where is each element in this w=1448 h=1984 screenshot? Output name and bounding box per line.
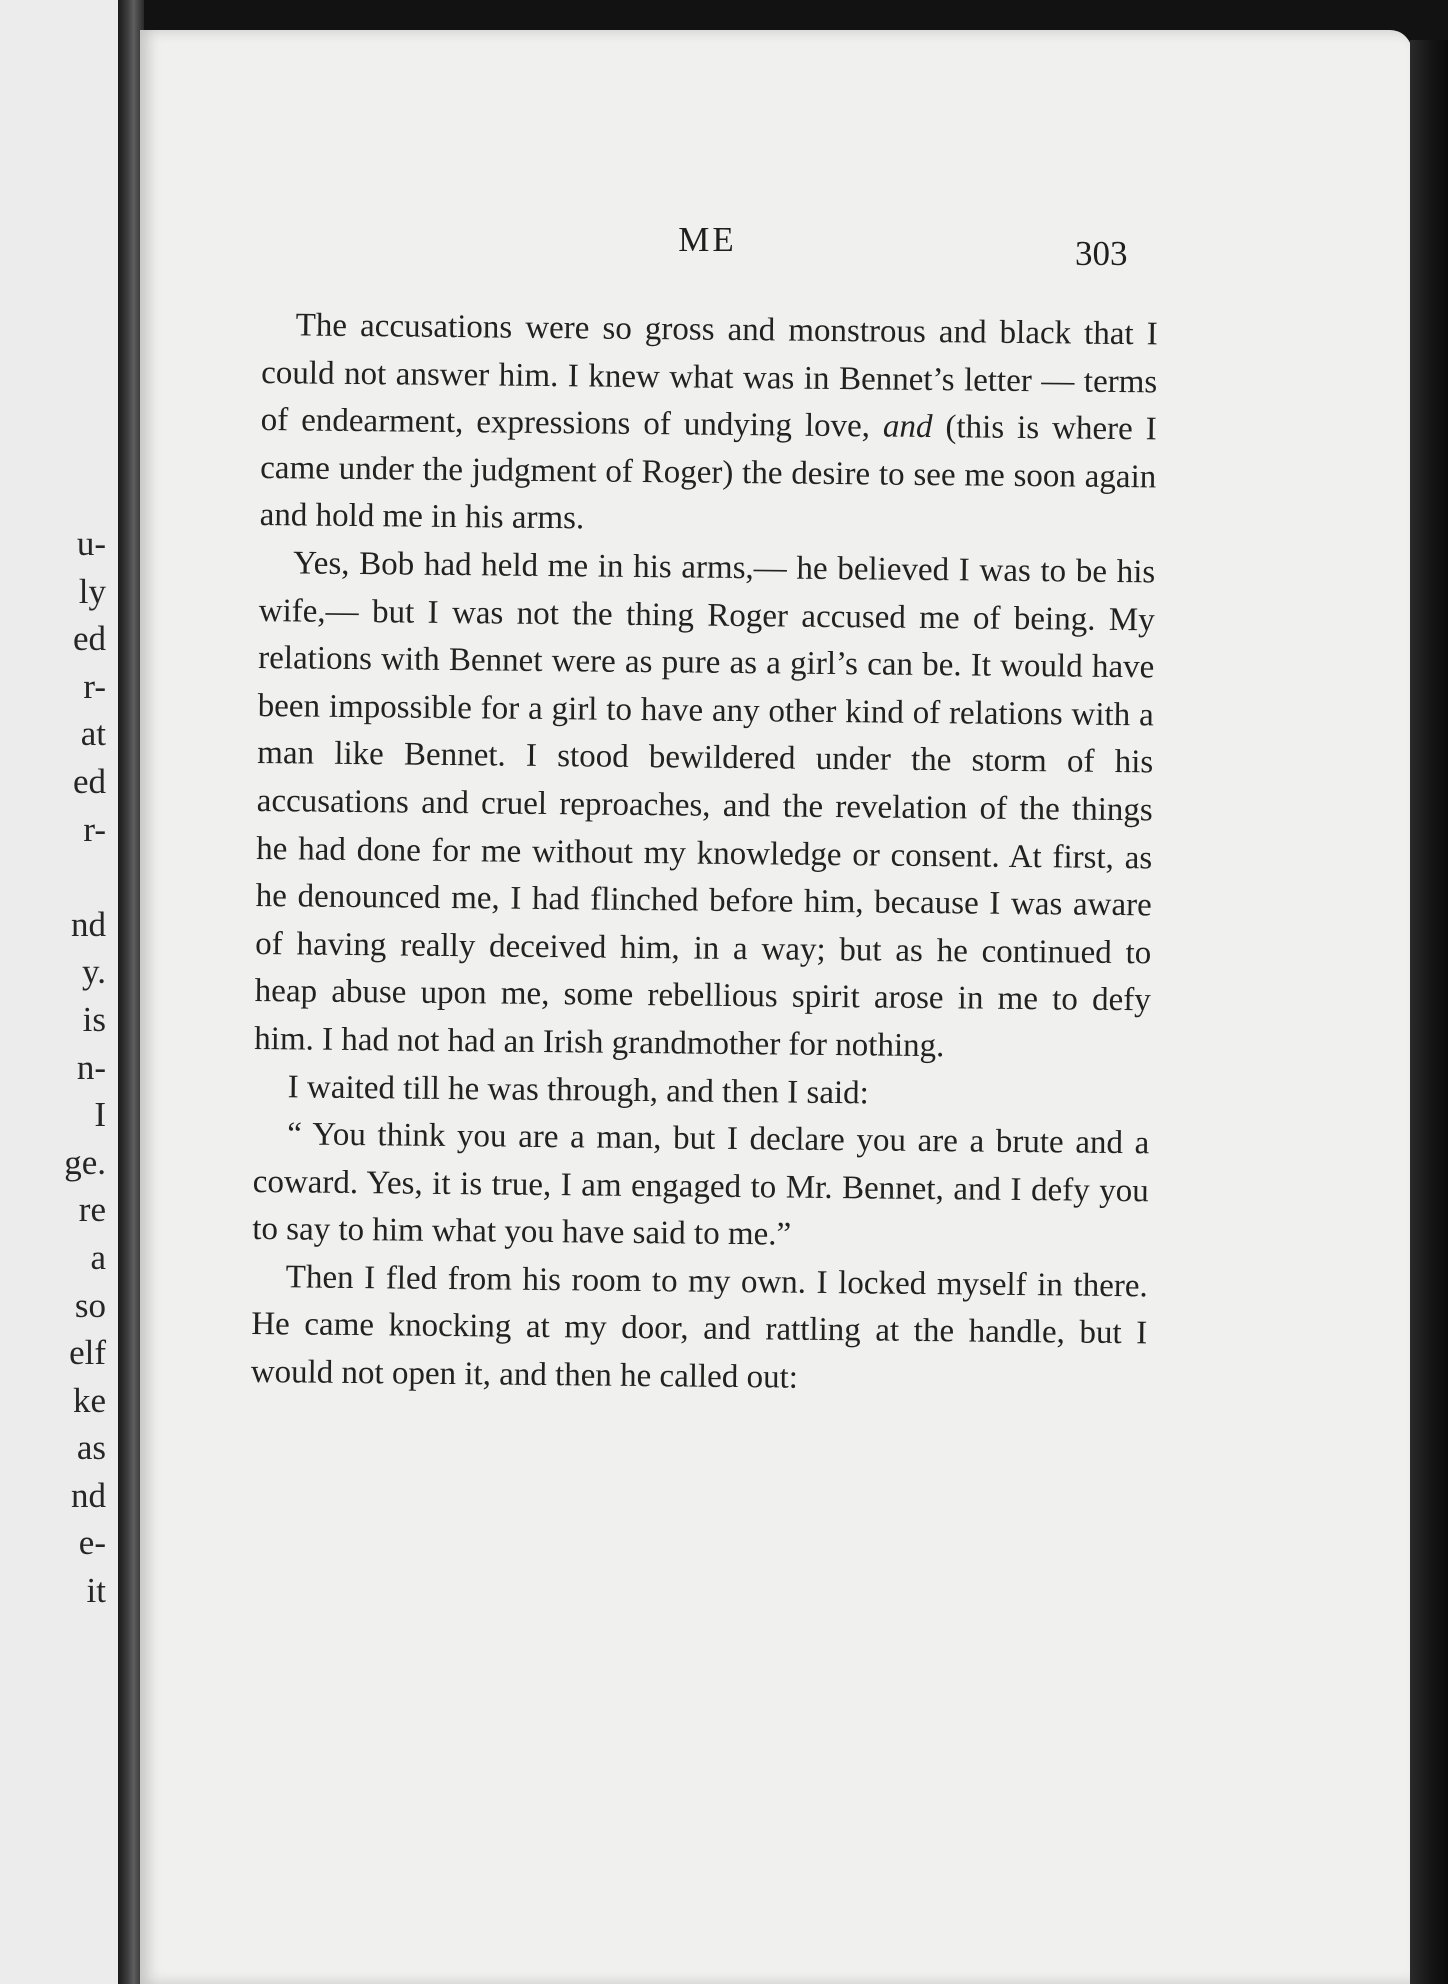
book-page — [140, 30, 1412, 1984]
fragment-line: nd — [71, 904, 106, 944]
fragment-line: is — [82, 999, 106, 1039]
page-number: 303 — [1075, 234, 1128, 273]
paragraph-text: The accusations were so gross and monstrous and black that I could not answer him. I knew what was in Bennet’s letter — terms of endearment, expressions of undying love, — [260, 307, 1158, 445]
paragraph: “ You think you are a man, but I declare you are a brute and a coward. Yes, it is true, I am engaged to Mr. Bennet, and I defy you to say to him what you have said to me.” — [252, 1116, 1150, 1253]
paragraph-text: (this is where I came under the judgment of Roger) the desire to see me soon again and hold me in his arms. — [259, 409, 1157, 537]
paragraph — [260, 302, 1158, 549]
fragment-line: ge. — [64, 1142, 106, 1182]
fragment-line: a — [90, 1237, 106, 1277]
running-head: ME — [678, 220, 737, 259]
fragment-line: ly — [78, 571, 106, 611]
fragment-line: it — [86, 1571, 106, 1611]
fragment-line: I — [94, 1095, 106, 1135]
fragment-line: n- — [76, 1047, 106, 1087]
fragment-line: at — [80, 714, 106, 754]
fragment-line: elf — [69, 1333, 106, 1373]
fragment-line: r- — [83, 666, 106, 706]
fragment-line — [0, 853, 112, 901]
previous-page-line-fragments — [0, 520, 112, 1615]
fragment-line: r- — [83, 809, 106, 849]
fragment-line: u- — [76, 524, 106, 563]
previous-page-edge — [0, 0, 118, 1984]
fragment-line: ed — [72, 619, 106, 659]
fragment-line: so — [74, 1285, 106, 1325]
page-block-edge — [1410, 40, 1448, 1984]
fragment-line: nd — [71, 1475, 106, 1515]
paragraph: I waited till he was through, and then I said: — [287, 1068, 869, 1111]
fragment-line: y. — [82, 952, 106, 992]
paragraph: Then I fled from his room to my own. I locked myself in there. He came knocking at my door, and rattling at the handle, but I would not open it, and then he called out: — [250, 1259, 1148, 1396]
fragment-line: ed — [72, 761, 106, 801]
fragment-line: re — [78, 1190, 106, 1230]
paragraph: Yes, Bob had held me in his arms,— he believed I was to be his wife,— but I was not the thing Roger accused me of being. My relations with Bennet were as pure as a girl’s can be. It would have been impossible for a girl to have any other kind of relations with a man like Bennet. I stood bewildered under the storm of his accusations and cruel reproaches, and the revelation of the things he had done for me without my knowledge or consent. At first, as he denounced me, I had flinched before him, because I was aware of having really deceived him, in a way; but as he continued to heap abuse upon me, some rebellious spirit arose in me to defy him. I had not had an Irish grandmother for nothing. — [254, 545, 1156, 1065]
fragment-line: e- — [78, 1523, 106, 1563]
body-text — [251, 302, 1158, 1406]
fragment-line: ke — [72, 1380, 106, 1420]
fragment-line: as — [76, 1428, 106, 1468]
italic-word: and — [882, 408, 933, 446]
